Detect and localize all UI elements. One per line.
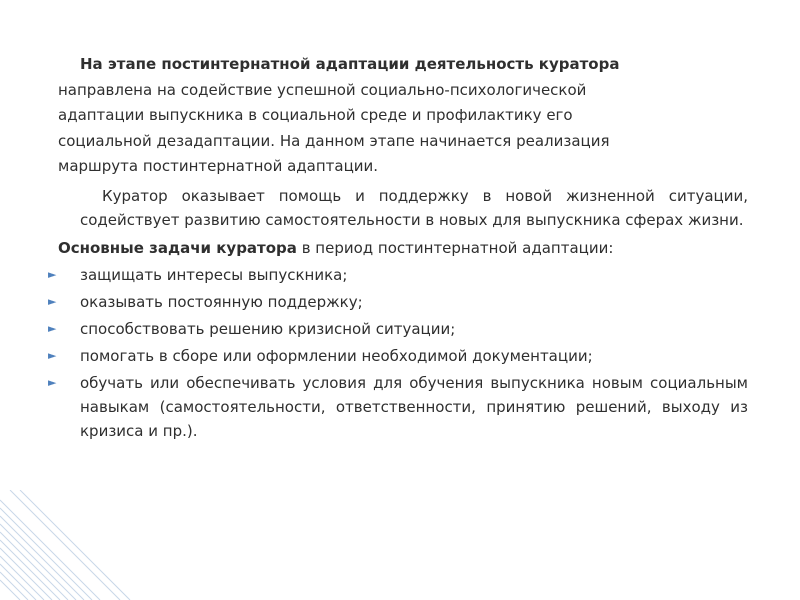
intro-paragraph bbox=[58, 52, 748, 180]
list-item-text: оказывать постоянную поддержку; bbox=[80, 293, 363, 311]
list-item bbox=[48, 263, 748, 287]
tasks-heading-bold: Основные задачи куратора bbox=[58, 238, 297, 257]
list-item bbox=[48, 371, 748, 443]
intro-line-1: На этапе постинтернатной адаптации деятельность куратора bbox=[80, 55, 620, 73]
decorative-stripes bbox=[0, 490, 190, 600]
tasks-heading bbox=[58, 236, 748, 262]
intro-line-4: социальной дезадаптации. На данном этапе начинается реализация bbox=[58, 131, 610, 150]
bullet-arrow-icon: ► bbox=[48, 295, 57, 308]
list-item-text: защищать интересы выпускника; bbox=[80, 266, 348, 284]
intro-line-5: маршрута постинтернатной адаптации. bbox=[58, 157, 379, 175]
curator-help-paragraph: Куратор оказывает помощь и поддержку в новой жизненной ситуации, содействует развитию самостоятельности в новых для выпускника сферах жизни. bbox=[80, 186, 748, 229]
tasks-list bbox=[48, 263, 748, 443]
intro-line-3: адаптации выпускника в социальной среде и профилактику его bbox=[58, 106, 573, 124]
bullet-arrow-icon: ► bbox=[48, 322, 57, 335]
slide-content bbox=[48, 52, 748, 446]
intro-line-2: направлена на содействие успешной социально-психологической bbox=[58, 80, 587, 99]
list-item-text: обучать или обеспечивать условия для обучения выпускника новым социальным навыкам (самостоятельности, ответственности, принятию решений, выходу из кризиса и пр.). bbox=[80, 374, 748, 440]
list-item bbox=[48, 344, 748, 368]
bullet-arrow-icon: ► bbox=[48, 349, 57, 362]
tasks-heading-rest: в период постинтернатной адаптации: bbox=[296, 238, 614, 257]
bullet-arrow-icon: ► bbox=[48, 268, 57, 281]
list-item-text: помогать в сборе или оформлении необходимой документации; bbox=[80, 347, 593, 365]
list-item bbox=[48, 317, 748, 341]
list-item bbox=[48, 290, 748, 314]
bullet-arrow-icon: ► bbox=[48, 376, 57, 389]
list-item-text: способствовать решению кризисной ситуации; bbox=[80, 320, 456, 338]
